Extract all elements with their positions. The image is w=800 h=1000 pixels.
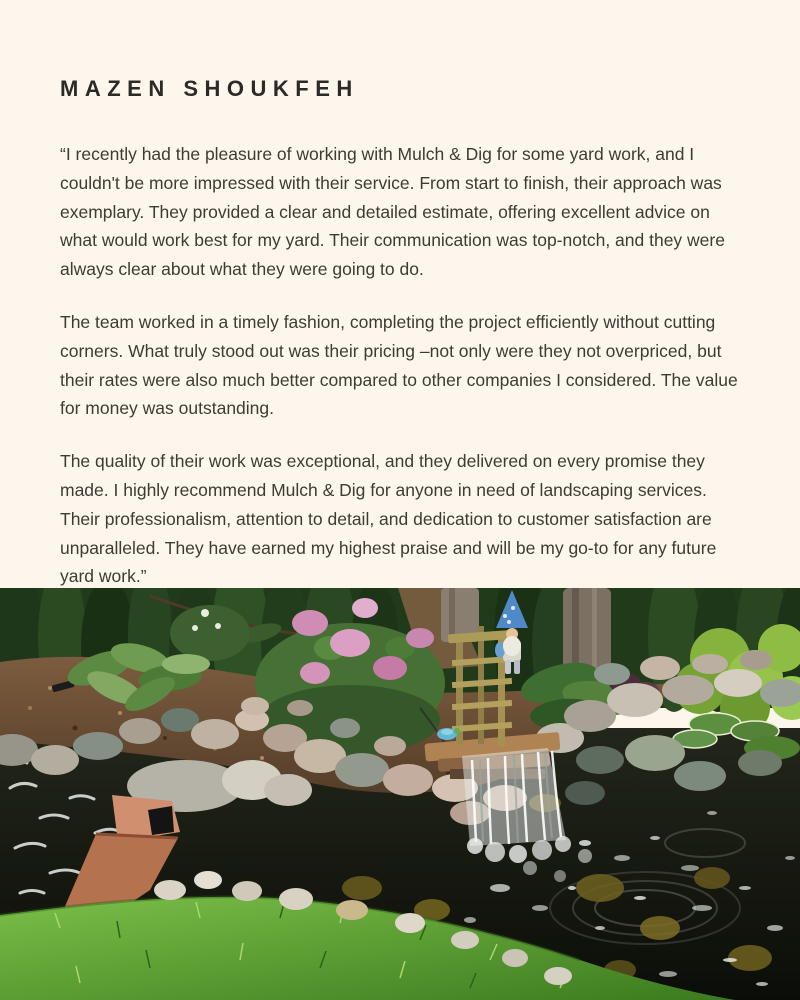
garden-photo	[0, 588, 800, 1000]
testimonial-paragraph-3: The quality of their work was exceptional, and they delivered on every promise they made. I highly recommend Mulch & Dig for anyone in need of landscaping services. Their professionalism, attention to detail, and dedication to customer satisfaction are unparalleled. They have earned my highest praise and will be my go-to for any future yard work.”	[60, 451, 717, 587]
testimonial-paragraph-1: “I recently had the pleasure of working with Mulch & Dig for some yard work, and I couldn't be more impressed with their service. From start to finish, their approach was exemplary. They provided a clear and detailed estimate, offering excellent advice on what would work best for my yard. Their communication was top-notch, and they were always clear about what they were going to do.	[60, 144, 725, 280]
reviewer-name: MAZEN SHOUKFEH	[60, 76, 359, 101]
testimonial-paragraph-2: The team worked in a timely fashion, completing the project efficiently without cutting corners. What truly stood out was their pricing –not only were they not overpriced, but their rates were also much better compared to other companies I considered. The value for money was outstanding.	[60, 311, 738, 419]
